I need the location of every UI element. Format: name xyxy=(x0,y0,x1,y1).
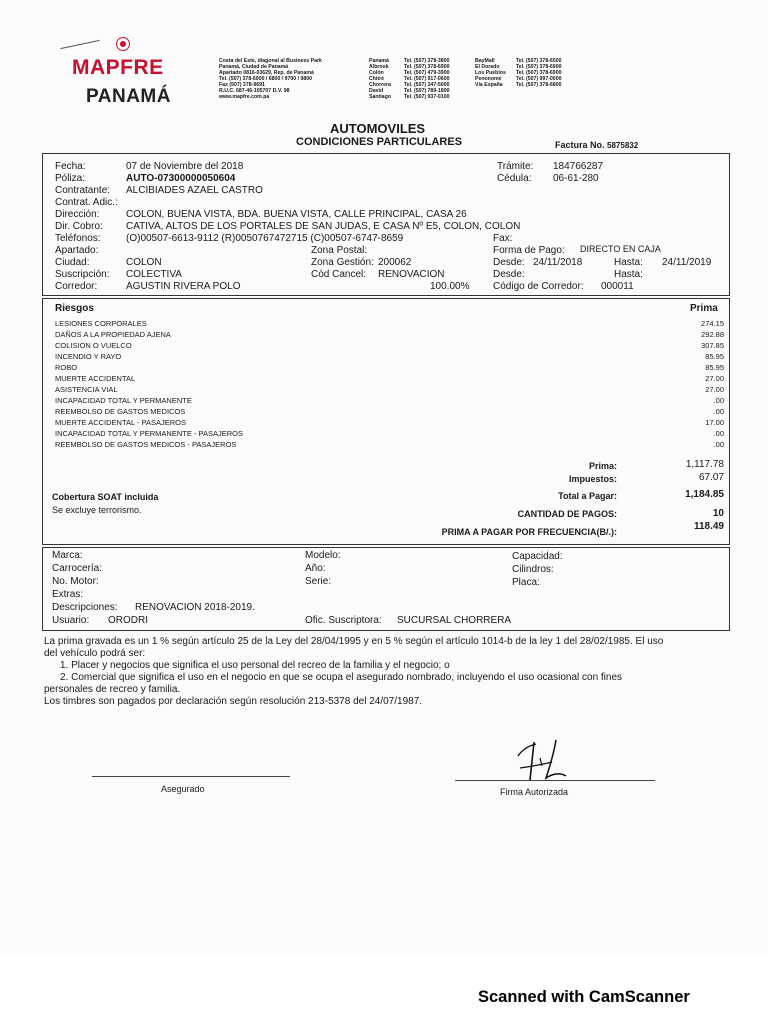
impuestos-value: 67.07 xyxy=(698,472,724,483)
asegurado-label: Asegurado xyxy=(161,784,205,794)
desde1-label: Desde: xyxy=(493,257,525,268)
contrat-adic-label: Contrat. Adic.: xyxy=(55,197,118,208)
legal-paragraph-cont: del vehículo podrá ser: xyxy=(44,648,146,659)
ofic-suscriptora-label: Ofic. Suscriptora: xyxy=(305,615,382,626)
frecuencia-value: 118.49 xyxy=(693,521,724,532)
direccion-label: Dirección: xyxy=(55,209,100,220)
firma-autorizada-label: Firma Autorizada xyxy=(500,787,569,797)
ciudad-label: Ciudad: xyxy=(55,257,90,268)
suscripcion-value: COLECTIVA xyxy=(126,269,182,280)
serie-label: Serie: xyxy=(305,576,332,587)
riesgo-prima: 274.15 xyxy=(701,319,724,328)
riesgo-name: DAÑOS A LA PROPIEDAD AJENA xyxy=(55,330,171,339)
cilindros-label: Cilindros: xyxy=(512,564,554,575)
tramite-value: 184766287 xyxy=(553,161,604,172)
branch-name: David xyxy=(369,88,384,94)
riesgo-prima: .00 xyxy=(713,407,724,416)
contratante-value: ALCIBIADES AZAEL CASTRO xyxy=(126,185,263,196)
branch-name: Vía España xyxy=(475,82,503,88)
dir-cobro-label: Dir. Cobro: xyxy=(55,221,103,232)
branch-name: El Dorado xyxy=(475,64,500,70)
cedula-value: 06-61-280 xyxy=(553,173,599,184)
ano-label: Año: xyxy=(305,563,326,574)
prima-total-label: Prima: xyxy=(588,461,617,471)
prima-column-header: Prima xyxy=(690,303,718,314)
branches-col2 xyxy=(475,58,506,88)
document-title: AUTOMOVILES xyxy=(330,121,426,136)
address-line: R.U.C. 687-46-105707 D.V. 98 xyxy=(219,88,290,94)
marca-label: Marca: xyxy=(52,550,83,561)
usuario-label: Usuario: xyxy=(52,615,90,626)
mapfre-emblem-icon xyxy=(116,37,130,51)
branch-phone: Tel. (507) 937-0100 xyxy=(404,94,450,100)
corredor-label: Corredor: xyxy=(55,281,98,292)
direccion-value: COLON, BUENA VISTA, BDA. BUENA VISTA, CALLE PRINCIPAL, CASA 26 xyxy=(126,209,467,220)
riesgo-prima: 27.00 xyxy=(705,385,724,394)
riesgo-prima: .00 xyxy=(713,429,724,438)
riesgo-prima: .00 xyxy=(713,396,724,405)
branch-name: Colón xyxy=(369,70,384,76)
brand-country: PANAMÁ xyxy=(86,86,171,107)
cod-cancel-value: RENOVACION xyxy=(378,269,445,280)
branch-phone: Tel. (507) 997-0000 xyxy=(516,76,562,82)
camscanner-watermark: Scanned with CamScanner xyxy=(478,988,690,1006)
address-line: Fax (507) 378-9691 xyxy=(219,82,265,88)
branch-name: Penonomé xyxy=(475,76,502,82)
soat-note: Cobertura SOAT incluida xyxy=(52,492,159,502)
branch-name: Chorrera xyxy=(369,82,391,88)
riesgo-prima: 17.00 xyxy=(705,418,724,427)
riesgo-name: INCENDIO Y RAYO xyxy=(55,352,122,361)
riesgo-name: MUERTE ACCIDENTAL xyxy=(55,374,136,383)
branches-col1 xyxy=(369,58,391,100)
branch-phone: Tel. (507) 378-6800 xyxy=(516,82,562,88)
total-value: 1,184.85 xyxy=(685,489,724,500)
fecha-value: 07 de Noviembre del 2018 xyxy=(126,161,244,172)
poliza-value: AUTO-07300000050604 xyxy=(126,173,236,184)
riesgo-prima: 85.95 xyxy=(705,352,724,361)
zona-gestion-label: Zona Gestión: xyxy=(311,257,374,268)
brand-logo: MAPFRE xyxy=(72,56,164,79)
desde2-label: Desde: xyxy=(493,269,525,280)
riesgo-prima: 292.88 xyxy=(701,330,724,339)
descripciones-value: RENOVACION 2018-2019. xyxy=(135,602,255,613)
branch-name: Santiago xyxy=(369,94,391,100)
total-label: Total a Pagar: xyxy=(558,491,617,501)
asegurado-signature-line xyxy=(92,776,290,777)
branch-phone: Tel. (507) 917-0600 xyxy=(404,76,450,82)
address-block xyxy=(219,58,322,100)
cedula-label: Cédula: xyxy=(497,173,532,184)
branch-phone: Tel. (507) 378-6900 xyxy=(404,64,450,70)
modelo-label: Modelo: xyxy=(305,550,341,561)
address-line: Panamá, Ciudad de Panamá xyxy=(219,64,289,70)
cantidad-pagos-label: CANTIDAD DE PAGOS: xyxy=(517,509,617,519)
forma-pago-label: Forma de Pago: xyxy=(493,245,565,256)
descripciones-label: Descripciones: xyxy=(52,602,118,613)
legal-timbres: Los timbres son pagados por declaración según resolución 213-5378 del 24/07/1987. xyxy=(44,696,423,707)
legal-paragraph: La prima gravada es un 1 % según artículo 25 de la Ley del 28/04/1995 y en 5 % según el artículo 1014-b de la ley 1 del 28/02/1985. El uso xyxy=(44,636,664,647)
legal-item-1: 1. Placer y negocios que significa el uso personal del recreo de la familia y el negocio; o xyxy=(60,660,450,671)
branch-phone: Tel. (507) 347-5000 xyxy=(404,82,450,88)
cod-corredor-value: 000011 xyxy=(601,281,634,292)
legal-item-2-cont: personales de recreo y familia. xyxy=(44,684,181,695)
invoice-number xyxy=(555,140,638,150)
corredor-percentage: 100.00% xyxy=(430,281,470,292)
placa-label: Placa: xyxy=(512,577,540,588)
motor-label: No. Motor: xyxy=(52,576,99,587)
branch-name: Panamá xyxy=(369,58,389,64)
address-line: www.mapfre.com.pa xyxy=(219,94,270,100)
branch-phone: Tel. (507) 378-6900 xyxy=(516,70,562,76)
logo-swoosh xyxy=(60,40,99,49)
phones-col2 xyxy=(516,58,561,88)
branch-phone: Tel. (507) 789-1800 xyxy=(404,88,450,94)
telefonos-value: (O)00507-6613-9112 (R)0050767472715 (C)00507-6747-8659 xyxy=(126,233,404,244)
riesgo-name: REEMBOLSO DE GASTOS MEDICOS - PASAJEROS xyxy=(55,440,237,449)
apartado-label: Apartado: xyxy=(55,245,99,256)
invoice-label: Factura No. xyxy=(555,140,605,150)
cod-corredor-label: Código de Corredor: xyxy=(493,281,584,292)
fecha-label: Fecha: xyxy=(55,161,86,172)
frecuencia-label: PRIMA A PAGAR POR FRECUENCIA(B/.): xyxy=(441,527,617,537)
riesgo-name: MUERTE ACCIDENTAL - PASAJEROS xyxy=(55,418,186,427)
address-line: Apartado 0816-03629, Rep. de Panamá xyxy=(219,70,314,76)
riesgo-name: ASISTENCIA VIAL xyxy=(55,385,118,394)
riesgo-prima: 85.95 xyxy=(705,363,724,372)
handwritten-signature xyxy=(500,728,590,788)
document-subtitle: CONDICIONES PARTICULARES xyxy=(296,136,463,148)
riesgo-name: INCAPACIDAD TOTAL Y PERMANENTE - PASAJEROS xyxy=(55,429,243,438)
poliza-label: Póliza: xyxy=(55,173,86,184)
suscripcion-label: Suscripción: xyxy=(55,269,110,280)
riesgo-name: ROBO xyxy=(55,363,78,372)
usuario-value: ORODRI xyxy=(108,615,148,626)
cod-cancel-label: Cód Cancel: xyxy=(311,269,367,280)
extras-label: Extras: xyxy=(52,589,84,600)
terrorismo-note: Se excluye terrorismo. xyxy=(52,505,142,515)
cantidad-pagos-value: 10 xyxy=(712,508,724,519)
riesgo-name: COLISION O VUELCO xyxy=(55,341,132,350)
dir-cobro-value: CATIVA, ALTOS DE LOS PORTALES DE SAN JUDAS, E CASA Nº E5, COLON, COLON xyxy=(126,221,521,232)
riesgo-name: LESIONES CORPORALES xyxy=(55,319,147,328)
zona-postal-label: Zona Postal: xyxy=(311,245,368,256)
branch-phone: Tel. (507) 378-6900 xyxy=(516,64,562,70)
corredor-value: AGUSTIN RIVERA POLO xyxy=(126,281,241,292)
impuestos-label: Impuestos: xyxy=(568,474,617,484)
telefonos-label: Teléfonos: xyxy=(55,233,101,244)
address-line: Tel. (507) 378-6900 / 6800 / 9700 / 9800 xyxy=(219,76,313,82)
branch-name: Albrook xyxy=(369,64,389,70)
riesgo-name: REEMBOLSO DE GASTOS MEDICOS xyxy=(55,407,186,416)
hasta2-label: Hasta: xyxy=(614,269,643,280)
zona-gestion-value: 200062 xyxy=(378,257,412,268)
branch-phone: Tel. (507) 378-3800 xyxy=(404,58,450,64)
hasta1-value: 24/11/2019 xyxy=(662,257,712,268)
branch-phone: Tel. (507) 479-3900 xyxy=(404,70,450,76)
hasta1-label: Hasta: xyxy=(614,257,643,268)
capacidad-label: Capacidad: xyxy=(512,551,563,562)
contratante-label: Contratante: xyxy=(55,185,111,196)
branch-name: Los Pueblos xyxy=(475,70,506,76)
branch-phone: Tel. (507) 378-6500 xyxy=(516,58,562,64)
legal-item-2: 2. Comercial que significa el uso en el negocio en que se ocupa el asegurado nombrado, incluyendo el uso ocasional con fines xyxy=(60,672,623,683)
desde1-value: 24/11/2018 xyxy=(533,257,583,268)
phones-col1 xyxy=(404,58,449,100)
ciudad-value: COLON xyxy=(126,257,162,268)
riesgo-prima: 307.85 xyxy=(701,341,724,350)
branch-name: Chitré xyxy=(369,76,384,82)
riesgos-header: Riesgos xyxy=(55,303,94,314)
tramite-label: Trámite: xyxy=(497,161,534,172)
branch-name: BayMall xyxy=(475,58,495,64)
address-line: Costa del Este, diagonal al Business Park xyxy=(219,58,322,64)
carroceria-label: Carrocería: xyxy=(52,563,103,574)
prima-total-value: 1,117.78 xyxy=(685,459,724,470)
fax-label: Fax: xyxy=(493,233,513,244)
forma-pago-value: DIRECTO EN CAJA xyxy=(580,244,661,254)
riesgo-prima: 27.00 xyxy=(705,374,724,383)
ofic-suscriptora-value: SUCURSAL CHORRERA xyxy=(397,615,512,626)
riesgo-prima: .00 xyxy=(713,440,724,449)
invoice-value: 5875832 xyxy=(607,141,639,150)
riesgo-name: INCAPACIDAD TOTAL Y PERMANENTE xyxy=(55,396,192,405)
